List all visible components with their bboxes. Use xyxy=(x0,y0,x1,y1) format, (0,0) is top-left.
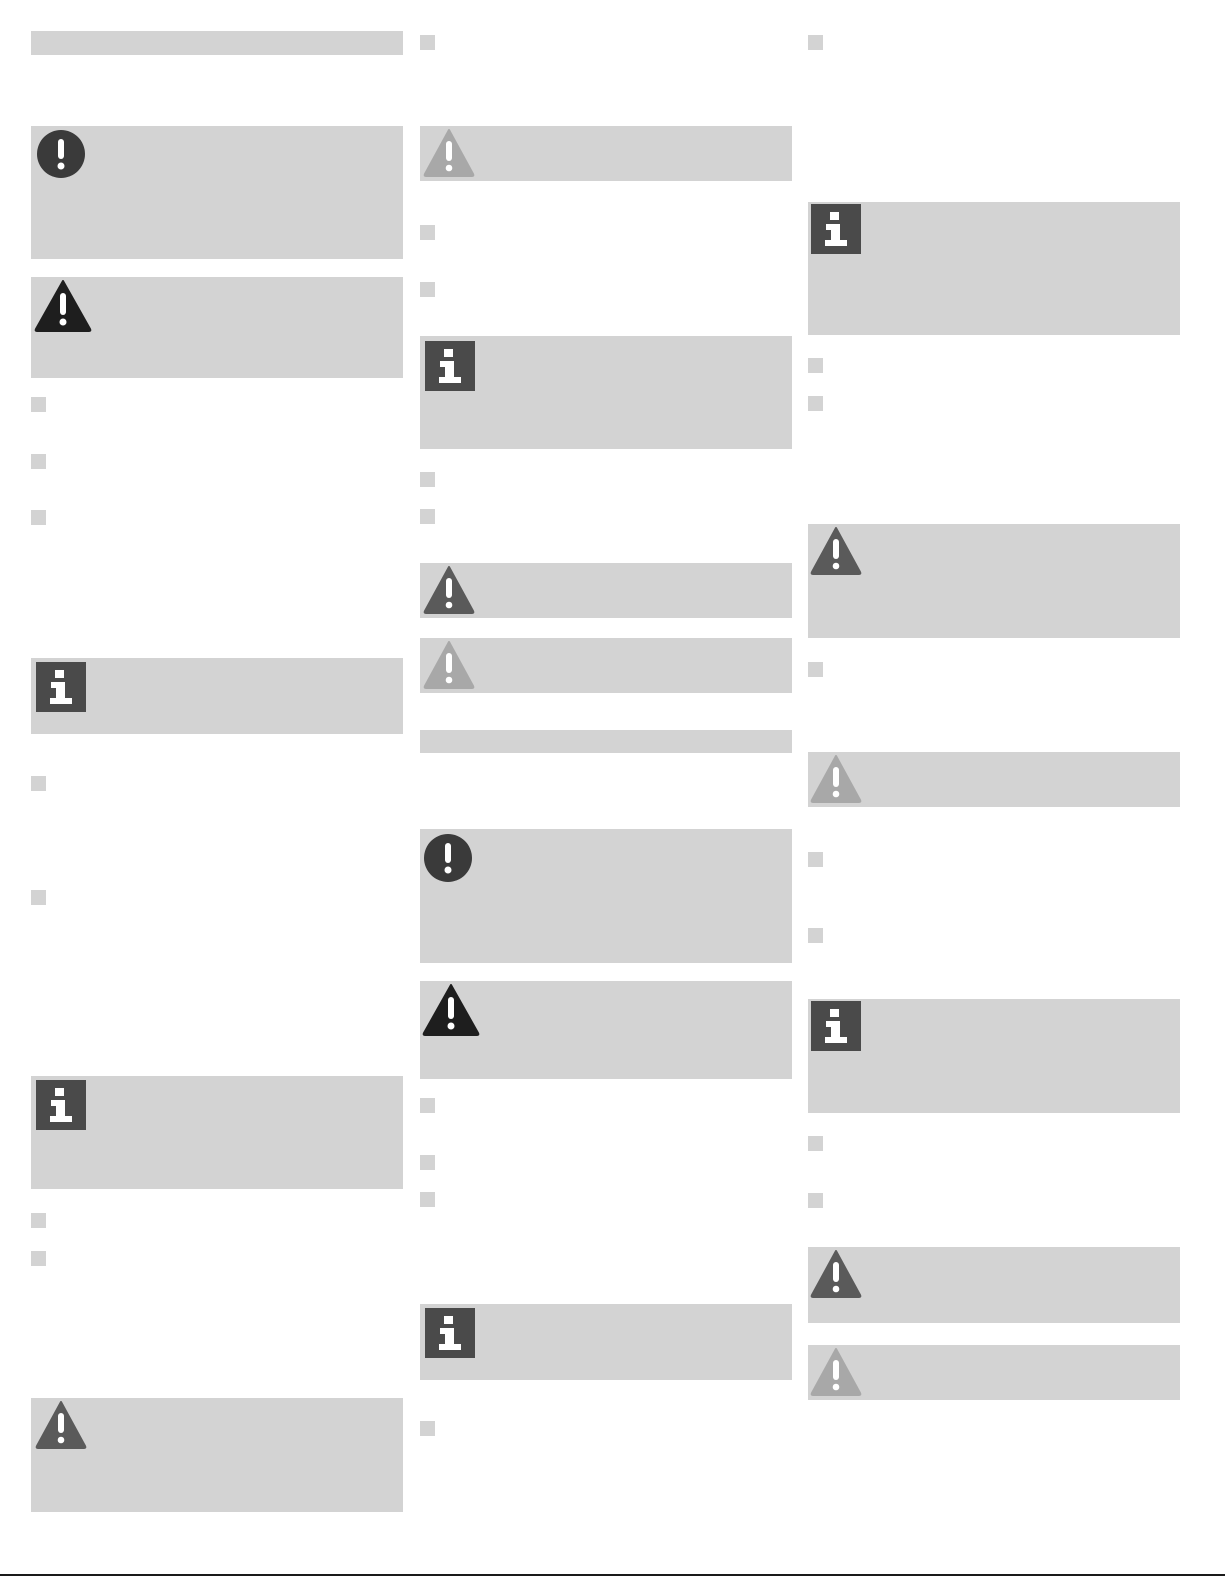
information-notice-panel xyxy=(31,1076,403,1189)
danger-triangle-icon xyxy=(34,279,92,333)
attention-notice-panel xyxy=(420,829,792,963)
list-bullet xyxy=(31,397,46,412)
list-bullet xyxy=(420,1421,435,1436)
warning-notice-panel xyxy=(808,524,1180,638)
caution-triangle-icon xyxy=(810,1347,862,1397)
list-bullet xyxy=(420,1098,435,1113)
caution-triangle-icon xyxy=(423,640,475,690)
danger-triangle-icon xyxy=(422,983,480,1037)
list-bullet xyxy=(420,1155,435,1170)
list-bullet xyxy=(808,396,823,411)
list-bullet xyxy=(808,852,823,867)
caution-notice-panel xyxy=(420,638,792,693)
warning-triangle-icon xyxy=(35,1400,87,1450)
list-bullet xyxy=(31,454,46,469)
information-icon xyxy=(425,1308,475,1358)
danger-notice-panel xyxy=(31,277,403,378)
warning-triangle-icon xyxy=(810,526,862,576)
information-notice-panel xyxy=(420,1304,792,1380)
list-bullet xyxy=(31,510,46,525)
information-icon xyxy=(36,1080,86,1130)
attention-notice-panel xyxy=(31,126,403,259)
list-bullet xyxy=(420,225,435,240)
list-bullet xyxy=(31,890,46,905)
warning-notice-panel xyxy=(808,1247,1180,1323)
list-bullet xyxy=(31,1251,46,1266)
information-icon xyxy=(425,341,475,391)
list-bullet xyxy=(808,928,823,943)
warning-triangle-icon xyxy=(423,565,475,615)
information-icon xyxy=(811,1001,861,1051)
caution-triangle-icon xyxy=(423,128,475,178)
list-bullet xyxy=(31,776,46,791)
list-bullet xyxy=(808,358,823,373)
list-bullet xyxy=(420,35,435,50)
information-icon xyxy=(36,662,86,712)
list-bullet xyxy=(420,282,435,297)
footer-rule xyxy=(0,1574,1225,1576)
information-icon xyxy=(811,204,861,254)
list-bullet xyxy=(808,662,823,677)
caution-notice-panel xyxy=(808,752,1180,807)
caution-triangle-icon xyxy=(810,754,862,804)
list-bullet xyxy=(808,35,823,50)
section-heading-bar xyxy=(31,31,403,55)
list-bullet xyxy=(420,509,435,524)
caution-notice-panel xyxy=(808,1345,1180,1400)
list-bullet xyxy=(808,1136,823,1151)
list-bullet xyxy=(420,1192,435,1207)
danger-notice-panel xyxy=(420,981,792,1079)
warning-notice-panel xyxy=(420,563,792,618)
warning-notice-panel xyxy=(31,1398,403,1512)
list-bullet xyxy=(808,1193,823,1208)
section-heading-bar xyxy=(420,730,792,753)
list-bullet xyxy=(31,1213,46,1228)
information-notice-panel xyxy=(808,999,1180,1113)
information-notice-panel xyxy=(808,202,1180,335)
information-notice-panel xyxy=(420,336,792,449)
caution-notice-panel xyxy=(420,126,792,181)
attention-circle-icon xyxy=(423,833,473,883)
warning-triangle-icon xyxy=(810,1249,862,1299)
information-notice-panel xyxy=(31,658,403,734)
list-bullet xyxy=(420,472,435,487)
attention-circle-icon xyxy=(36,129,86,179)
